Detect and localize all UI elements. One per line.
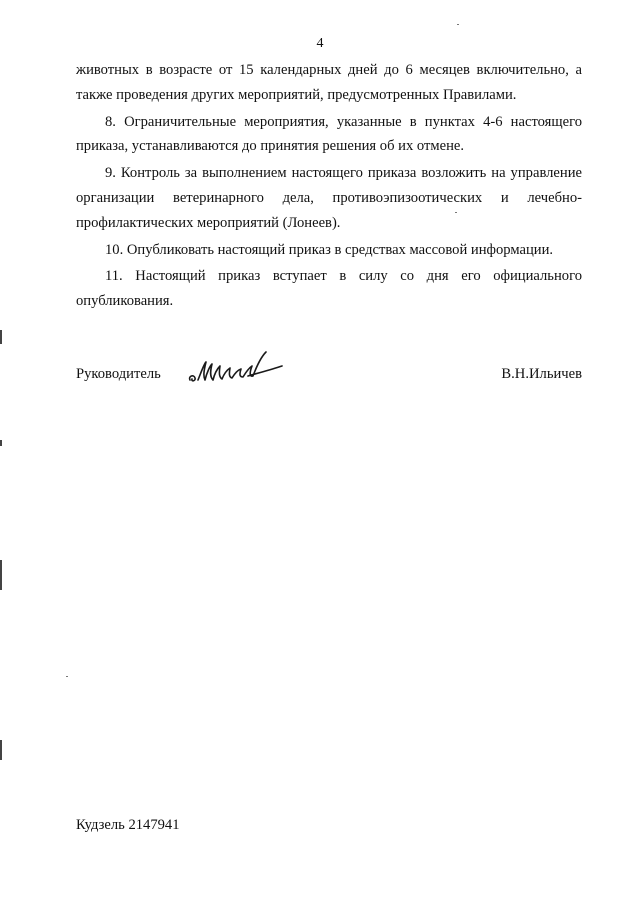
signature-block [76, 362, 582, 392]
handwritten-signature [186, 346, 286, 390]
paragraph-item-9: 9. Контроль за выполнением настоящего приказа возложить на управление организации ветеринарного дела, противоэпизоотических и лечебно-профилактических мероприятий (Лонеев). [76, 165, 582, 231]
scan-margin-mark [0, 560, 2, 590]
scan-margin-mark [0, 330, 2, 344]
paragraph-continuation: животных в возрасте от 15 календарных дней до 6 месяцев включительно, а также проведения других мероприятий, предусмотренных Правилами. [76, 62, 582, 103]
page-number: 4 [316, 36, 324, 51]
scan-speck [457, 24, 459, 25]
paragraph-item-10: 10. Опубликовать настоящий приказ в средствах массовой информации. [105, 241, 554, 258]
document-body [76, 58, 582, 316]
scan-speck [455, 212, 457, 213]
signatory-name: В.Н.Ильичев [501, 366, 582, 382]
position-label: Руководитель [76, 366, 161, 382]
executor-note: Кудзель 2147941 [76, 817, 180, 833]
scan-margin-mark [0, 740, 2, 760]
scan-margin-mark [0, 440, 2, 446]
paragraph-item-8: 8. Ограничительные мероприятия, указанные в пунктах 4-6 настоящего приказа, устанавливаются до принятия решения об их отмене. [76, 113, 582, 155]
paragraph-item-11: 11. Настоящий приказ вступает в силу со дня его официального опубликования. [76, 268, 582, 310]
scan-speck [66, 676, 68, 677]
